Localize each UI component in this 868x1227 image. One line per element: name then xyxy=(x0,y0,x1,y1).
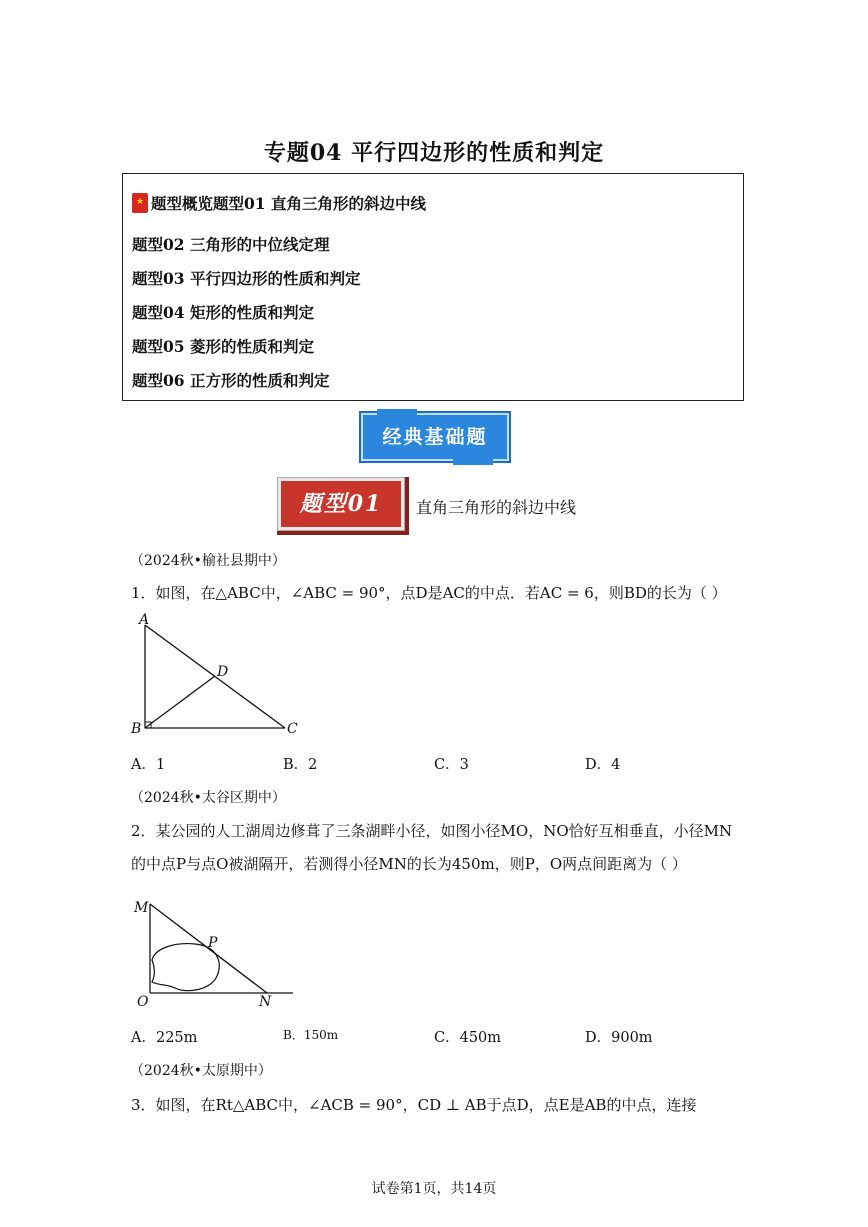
q3-text: 3．如图，在Rt△ABC中，∠ACB = 90°，CD ⊥ AB于点D，点E是AB的中点，连接 xyxy=(131,1096,697,1114)
toc-row-1 xyxy=(132,192,426,214)
book-icon xyxy=(132,193,148,213)
q1-option-a[interactable]: A．1 xyxy=(131,757,166,773)
q1-source: （2024秋•榆社县期中） xyxy=(130,553,286,569)
q1-label-a: A xyxy=(139,612,150,628)
q2-label-n: N xyxy=(259,994,272,1010)
q1-text: 1．如图，在△ABC中，∠ABC = 90°，点D是AC的中点．若AC = 6，则BD的长为（ ） xyxy=(131,584,727,602)
toc-item-3[interactable]: 题型03 平行四边形的性质和判定 xyxy=(132,269,361,288)
page-footer: 试卷第1页，共14页 xyxy=(371,1181,497,1197)
q2-lake-figure xyxy=(125,892,305,1012)
q2-text-line2: 的中点P与点O被湖隔开，若测得小径MN的长为450m，则P，O两点间距离为（ ） xyxy=(131,855,687,873)
q1-label-b: B xyxy=(131,721,142,737)
q3-source: （2024秋•太原期中） xyxy=(130,1063,272,1079)
type-01-badge: 题型01 xyxy=(278,478,404,530)
toc-overview-label: 题型概览 xyxy=(151,194,214,213)
q1-label-c: C xyxy=(287,721,298,737)
q1-option-d[interactable]: D．4 xyxy=(585,757,621,773)
q1-option-c[interactable]: C．3 xyxy=(434,757,469,773)
q2-source: （2024秋•太谷区期中） xyxy=(130,790,286,806)
q1-triangle-figure xyxy=(125,610,315,740)
q2-label-p: P xyxy=(208,935,218,951)
q1-option-b[interactable]: B．2 xyxy=(283,757,318,773)
toc-item-6[interactable]: 题型06 正方形的性质和判定 xyxy=(132,371,330,390)
q2-option-a[interactable]: A．225m xyxy=(131,1030,198,1046)
q1-label-d: D xyxy=(217,664,229,680)
page-title: 专题04 平行四边形的性质和判定 xyxy=(263,140,605,166)
q2-option-d[interactable]: D．900m xyxy=(585,1030,653,1046)
q2-label-o: O xyxy=(137,994,149,1010)
q2-option-c[interactable]: C．450m xyxy=(434,1030,502,1046)
toc-item-2[interactable]: 题型02 三角形的中位线定理 xyxy=(132,235,330,254)
section-title: 直角三角形的斜边中线 xyxy=(416,498,577,517)
q2-label-m: M xyxy=(134,900,149,916)
toc-box xyxy=(122,173,744,401)
q2-text-line1: 2．某公园的人工湖周边修葺了三条湖畔小径，如图小径MO，NO恰好互相垂直，小径MN xyxy=(131,822,733,840)
toc-item-5[interactable]: 题型05 菱形的性质和判定 xyxy=(132,337,314,356)
toc-item-1[interactable]: 题型01 直角三角形的斜边中线 xyxy=(213,194,426,213)
q2-option-b[interactable]: B．150m xyxy=(283,1028,339,1042)
toc-item-4[interactable]: 题型04 矩形的性质和判定 xyxy=(132,303,314,322)
basic-questions-banner: 经典基础题 xyxy=(361,413,509,461)
